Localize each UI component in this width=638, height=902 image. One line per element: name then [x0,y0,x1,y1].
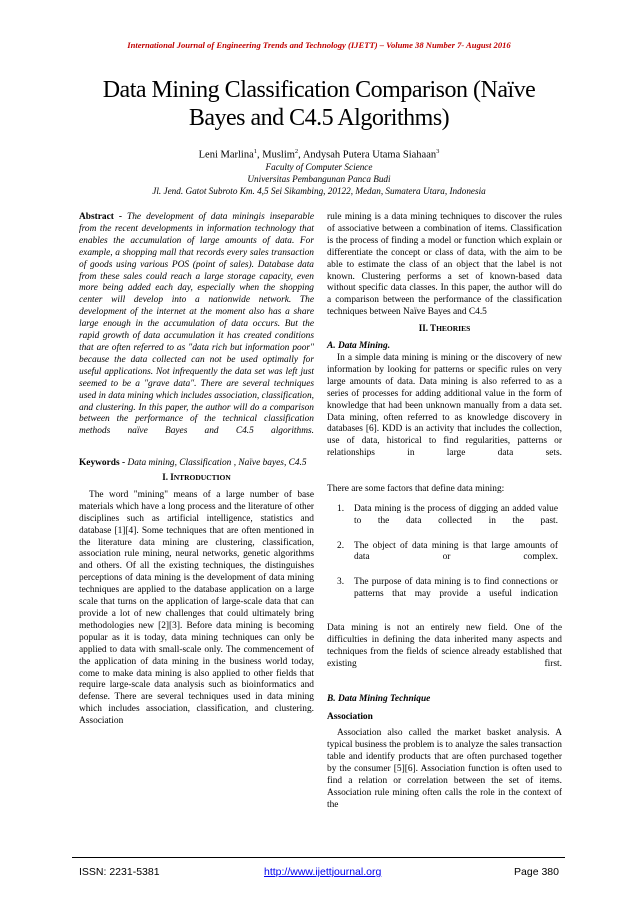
list-text: The object of data mining is that large amounts of data or complex. [354,540,558,563]
author-sup: 3 [436,148,440,155]
author-list [0,148,638,161]
title-line-2: Bayes and C4.5 Algorithms) [188,105,450,131]
keywords [79,458,314,470]
footer-url-link[interactable]: http://www.ijettjournal.org [264,866,382,878]
author-name: Muslim [262,149,295,161]
abstract-label: Abstract - [79,212,128,222]
list-item [327,504,562,540]
left-column [79,212,314,740]
list-num: 1. [337,503,345,514]
author-sep: , [298,149,303,161]
keywords-text: Data mining, Classification , Naïve bayes, C4.5 [127,458,307,469]
association-paragraph: Association also called the market basket analysis. A typical business the problem is to analyze the sales transaction table and identify products that are often purchased together by the consumer [5][6]. Association function is often used to find a relation or correlation between the set of items. Association rule mining often calls the role in the context of the [327,728,562,810]
author-sup: 2 [294,148,299,155]
factors-intro: There are some factors that define data mining: [327,483,505,494]
keywords-label: Keywords - [79,458,128,469]
section-rest: NTRODUCTION [173,473,231,483]
abstract [79,212,314,450]
footer-page-number: Page 380 [514,866,559,878]
section-num: I. I [162,472,174,483]
abstract-text: The development of data miningis inseparable from the recent developments in information technology that enables the accumulation of large amounts of data. For example, a shopping mall that records every sales transaction of goods using various POS (point of sales). Database data from these sales could reach a large storage capacity, even more being added each day, especially when the shopping center will develop into a nationwide network. The development of the internet at the moment also has a share large enough in the accumulation of data occurs. But the rapid growth of data accumulation it has created conditions that are often referred to as "data rich but information poor" because the data collected can not be used optimally for useful applications. Not infrequently the data set was left just seemed to be a "grave data". There are several techniques used in data mining which includes association, classification, and clustering. In this paper, the author will do a comparison between the performance of the technical classification methods naïve Bayes and C4.5 algorithms. [79,212,314,437]
journal-header: International Journal of Engineering Trends and Technology (IJETT) – Volume 38 Number 7- August 2016 [127,40,511,50]
list-num: 3. [337,577,345,588]
list-num: 2. [337,540,345,551]
paper-title [40,76,598,132]
list-text: Data mining is the process of digging an added value to the data collected in the past. [354,503,558,526]
author-name: Andysah Putera Utama Siahaan [302,149,437,161]
list-text: The purpose of data mining is to find connections or patterns that may provide a useful indication [354,577,558,600]
intro-paragraph: The word "mining" means of a large number of base materials which have a long process and the literature of other disciplines such as artificial intelligence, statistics and database [1][4]. Some techniques that are often mentioned in the literature data mining are clustering, classification, association rule mining, neural networks, genetic algorithms and others. Of all the existing techniques, the distinguishes perceptions of data mining is the development of data mining techniques are applied to the database application on a large scale that turns on the application of large-scale data that can provide a lot of new challenges that could ultimately bring methodologies new [2][3]. Before data mining is becoming popular as it is today, data mining techniques can only be applied to data with small-scale only. The commencement of the application of data mining in the business world today, come to make data mining is also applied to other fields that require large-scale data analysis such as bioinformatics and defense. There are several techniques used in data mining which includes association, classification, and clustering. Association [79,489,314,727]
factors-list [327,504,562,613]
footer-rule [72,857,565,858]
intro-continuation: rule mining is a data mining techniques to discover the rules of associative between a combination of items. Classification is the process of finding a model or function which explain or differentiate the concept or class of data, with the aim to be able to estimate the class of an object that the label is not known. Clustering performs a set of known-based data without specific data classes. In this paper, the author will do a comparison between the performance of the classification techniques between Naïve Bayes and C4.5 [327,212,562,318]
author-sep: , [256,149,263,161]
list-item [327,541,562,577]
author-name: Leni Marlina [198,149,254,161]
list-item [327,577,562,613]
affiliation-university: Universitas Pembangunan Panca Budi [247,174,391,184]
right-column [327,212,562,812]
title-line-1: Data Mining Classification Comparison (Naïve [102,77,536,103]
author-sup: 1 [253,148,257,155]
subsection-a-heading: A. Data Mining. [327,341,391,352]
section-num: II. T [418,323,437,334]
association-heading: Association [327,712,373,723]
affiliation-address: Jl. Jend. Gatot Subroto Km. 4,5 Sei Sikambing, 20122, Medan, Sumatera Utara, Indonesia [152,186,486,196]
not-new-paragraph: Data mining is not an entirely new field. One of the difficulties in defining the data inherited many aspects and techniques from the fields of science already established that existing first. [327,622,562,669]
section-rest: HEORIES [436,324,471,334]
affiliation-faculty: Faculty of Computer Science [265,162,373,172]
subsection-b-heading: B. Data Mining Technique [327,694,431,705]
section-heading-theories [327,323,562,335]
footer-issn: ISSN: 2231-5381 [79,866,160,878]
section-heading-introduction [79,472,314,484]
data-mining-paragraph: In a simple data mining is mining or the discovery of new information by looking for patterns or specific rules on very large amounts of data. Data mining is also referred to as a series of processes for adding additional value in the form of knowledge that had been unknown manually from a data set. Data mining, often referred to as knowledge discovery in databases [6]. KDD is an activity that includes the collection, use of data, historical to find regularities, patterns or relationships in large data sets. [327,352,562,459]
